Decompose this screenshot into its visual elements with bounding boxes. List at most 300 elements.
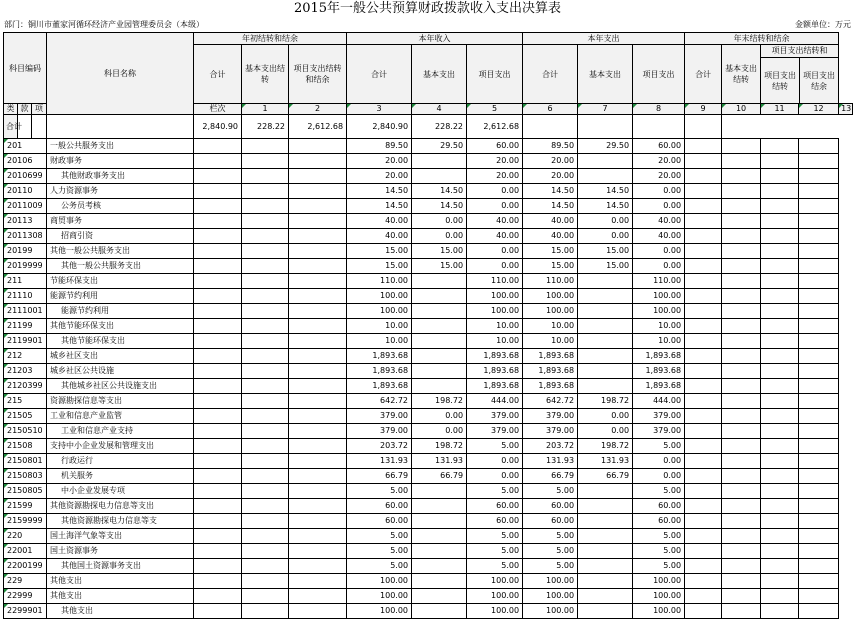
row-value-cell: 10.00 — [633, 334, 685, 349]
row-value-cell: 198.72 — [412, 439, 467, 454]
row-value-cell: 60.00 — [523, 514, 578, 529]
row-code — [4, 334, 47, 349]
row-value-cell: 100.00 — [467, 574, 523, 589]
row-value-cell: 203.72 — [347, 439, 412, 454]
row-value-cell — [685, 199, 722, 214]
row-value-cell: 15.00 — [412, 244, 467, 259]
row-value-cell — [761, 334, 799, 349]
row-value-cell — [242, 529, 289, 544]
row-value-cell — [685, 169, 722, 184]
row-value-cell: 60.00 — [467, 139, 523, 154]
row-value-cell — [761, 259, 799, 274]
cell-marker-icon — [839, 104, 843, 108]
table-row — [4, 289, 853, 304]
row-value-cell — [578, 154, 633, 169]
row-value-cell: 15.00 — [578, 259, 633, 274]
row-value-cell — [289, 289, 347, 304]
header-group-opening: 年初结转和结余 — [194, 33, 347, 45]
row-name: 招商引资 — [47, 229, 194, 244]
row-value-cell — [722, 184, 761, 199]
row-value-cell: 5.00 — [523, 484, 578, 499]
table-row — [4, 574, 853, 589]
row-value-cell — [412, 484, 467, 499]
cell-marker-icon — [799, 104, 803, 108]
row-value-cell — [722, 349, 761, 364]
row-value-cell: 5.00 — [633, 559, 685, 574]
row-value-cell — [685, 379, 722, 394]
row-value-cell — [799, 259, 839, 274]
row-value-cell: 20.00 — [523, 154, 578, 169]
row-value-cell: 14.50 — [412, 199, 467, 214]
row-code — [4, 499, 47, 514]
row-value-cell: 379.00 — [347, 424, 412, 439]
row-value-cell — [761, 319, 799, 334]
row-value-cell — [412, 334, 467, 349]
row-value-cell: 5.00 — [523, 544, 578, 559]
row-value-cell — [685, 559, 722, 574]
row-value-cell: 20.00 — [347, 154, 412, 169]
row-code-text: 20106 — [7, 156, 33, 165]
row-value-cell — [412, 499, 467, 514]
row-value-cell — [289, 274, 347, 289]
cell-marker-icon — [4, 379, 8, 383]
row-code-text: 20113 — [7, 216, 33, 225]
row-code-text: 2119901 — [7, 336, 43, 345]
row-name: 人力资源事务 — [47, 184, 194, 199]
row-value-cell — [194, 169, 242, 184]
row-value-cell: 0.00 — [633, 469, 685, 484]
row-value-cell — [578, 559, 633, 574]
row-value-cell — [761, 604, 799, 619]
row-value-cell — [722, 154, 761, 169]
table-row — [4, 484, 853, 499]
row-value-cell — [578, 274, 633, 289]
row-value-cell — [685, 319, 722, 334]
row-value-cell — [242, 604, 289, 619]
row-value-cell — [722, 244, 761, 259]
row-value-cell: 0.00 — [467, 244, 523, 259]
row-value-cell — [242, 229, 289, 244]
row-name: 其他财政事务支出 — [47, 169, 194, 184]
cell-marker-icon — [242, 104, 246, 108]
row-value-cell — [761, 559, 799, 574]
cell-marker-icon — [4, 469, 8, 473]
row-value-cell — [761, 364, 799, 379]
row-value-cell: 14.50 — [347, 184, 412, 199]
row-value-cell — [685, 274, 722, 289]
row-value-cell: 10.00 — [633, 319, 685, 334]
row-value-cell — [761, 469, 799, 484]
row-value-cell — [761, 154, 799, 169]
row-value-cell — [242, 244, 289, 259]
row-value-cell — [289, 229, 347, 244]
row-code — [4, 214, 47, 229]
row-value-cell — [412, 349, 467, 364]
row-value-cell — [289, 469, 347, 484]
total-cell: 228.22 — [242, 115, 289, 139]
row-code — [4, 154, 47, 169]
row-value-cell: 40.00 — [523, 229, 578, 244]
cell-marker-icon — [4, 169, 8, 173]
row-value-cell — [761, 424, 799, 439]
row-value-cell: 100.00 — [633, 604, 685, 619]
row-value-cell: 14.50 — [578, 199, 633, 214]
row-value-cell — [722, 574, 761, 589]
row-code-text: 2299901 — [7, 606, 43, 615]
row-value-cell — [289, 379, 347, 394]
row-value-cell: 100.00 — [633, 304, 685, 319]
row-value-cell — [412, 529, 467, 544]
row-value-cell — [761, 244, 799, 259]
header-col-4: 合计 — [347, 45, 412, 104]
row-value-cell — [578, 589, 633, 604]
row-value-cell — [799, 394, 839, 409]
row-value-cell — [242, 364, 289, 379]
row-value-cell — [578, 304, 633, 319]
row-value-cell: 1,893.68 — [633, 349, 685, 364]
row-name: 机关服务 — [47, 469, 194, 484]
row-code — [4, 544, 47, 559]
row-value-cell — [578, 604, 633, 619]
row-value-cell — [578, 169, 633, 184]
row-code-text: 20199 — [7, 246, 33, 255]
row-name: 其他资源勘探电力信息等支出 — [47, 499, 194, 514]
row-value-cell — [194, 454, 242, 469]
row-name: 其他一般公共服务支出 — [47, 259, 194, 274]
row-value-cell: 0.00 — [578, 424, 633, 439]
row-value-cell: 100.00 — [347, 289, 412, 304]
row-value-cell: 100.00 — [467, 604, 523, 619]
row-value-cell — [242, 409, 289, 424]
row-value-cell — [685, 184, 722, 199]
cell-marker-icon — [4, 589, 8, 593]
row-code — [4, 169, 47, 184]
row-value-cell — [242, 349, 289, 364]
row-value-cell — [685, 229, 722, 244]
row-value-cell — [289, 409, 347, 424]
cell-marker-icon — [4, 184, 8, 188]
row-value-cell — [722, 544, 761, 559]
row-value-cell — [194, 139, 242, 154]
row-value-cell — [242, 469, 289, 484]
row-value-cell: 5.00 — [633, 439, 685, 454]
row-value-cell — [722, 409, 761, 424]
row-code-text: 229 — [7, 576, 23, 585]
row-value-cell: 5.00 — [523, 529, 578, 544]
row-value-cell — [799, 364, 839, 379]
row-value-cell: 20.00 — [347, 169, 412, 184]
header-sub-xiang: 项 — [32, 104, 47, 115]
row-value-cell — [194, 349, 242, 364]
row-value-cell — [685, 154, 722, 169]
row-value-cell — [578, 499, 633, 514]
row-value-cell — [242, 154, 289, 169]
row-value-cell — [289, 139, 347, 154]
row-value-cell — [289, 184, 347, 199]
row-value-cell: 1,893.68 — [347, 379, 412, 394]
row-value-cell — [722, 304, 761, 319]
row-code-text: 21508 — [7, 441, 33, 450]
row-value-cell: 1,893.68 — [523, 379, 578, 394]
row-value-cell — [685, 469, 722, 484]
row-value-cell — [242, 574, 289, 589]
row-code-text: 22001 — [7, 546, 33, 555]
row-value-cell: 5.00 — [633, 544, 685, 559]
row-value-cell: 1,893.68 — [633, 379, 685, 394]
row-value-cell — [194, 394, 242, 409]
row-code-text: 201 — [7, 141, 23, 150]
cell-marker-icon — [4, 424, 8, 428]
row-value-cell — [412, 319, 467, 334]
row-value-cell: 100.00 — [467, 289, 523, 304]
header-col-11: 基本支出结转 — [722, 45, 761, 104]
table-row — [4, 349, 853, 364]
row-value-cell: 10.00 — [347, 334, 412, 349]
header-col-12: 项目支出结转 — [761, 58, 800, 103]
row-code-text: 2120399 — [7, 381, 43, 390]
row-value-cell — [685, 604, 722, 619]
row-value-cell — [242, 454, 289, 469]
row-value-cell — [685, 409, 722, 424]
row-value-cell — [761, 349, 799, 364]
row-code — [4, 529, 47, 544]
row-value-cell — [761, 499, 799, 514]
row-name: 支持中小企业发展和管理支出 — [47, 439, 194, 454]
row-value-cell: 100.00 — [523, 289, 578, 304]
row-value-cell: 5.00 — [467, 484, 523, 499]
row-value-cell: 110.00 — [523, 274, 578, 289]
total-cell: 228.22 — [412, 115, 467, 139]
row-value-cell — [194, 364, 242, 379]
row-code — [4, 424, 47, 439]
row-value-cell: 0.00 — [412, 424, 467, 439]
row-value-cell: 110.00 — [467, 274, 523, 289]
row-value-cell — [722, 454, 761, 469]
total-cell — [18, 115, 32, 139]
row-value-cell — [242, 514, 289, 529]
row-value-cell — [722, 394, 761, 409]
row-value-cell — [194, 244, 242, 259]
row-code — [4, 349, 47, 364]
row-value-cell — [289, 259, 347, 274]
cell-marker-icon — [4, 274, 8, 278]
table-row — [4, 379, 853, 394]
row-value-cell: 60.00 — [633, 514, 685, 529]
header-col-3: 项目支出结转和结余 — [289, 45, 347, 104]
row-value-cell — [799, 184, 839, 199]
row-name: 其他资源勘探电力信息等支 — [47, 514, 194, 529]
header-sub-kuan: 款 — [18, 104, 32, 115]
row-value-cell: 1,893.68 — [633, 364, 685, 379]
row-code-text: 20110 — [7, 186, 33, 195]
header-col-2: 基本支出结转 — [242, 45, 289, 104]
header-group-income: 本年收入 — [347, 33, 523, 45]
row-value-cell: 14.50 — [578, 184, 633, 199]
row-value-cell: 100.00 — [523, 574, 578, 589]
row-value-cell — [194, 334, 242, 349]
row-code — [4, 289, 47, 304]
row-value-cell — [685, 514, 722, 529]
row-value-cell: 5.00 — [467, 529, 523, 544]
row-value-cell — [722, 259, 761, 274]
row-value-cell — [722, 589, 761, 604]
table-row — [4, 364, 853, 379]
row-value-cell: 60.00 — [347, 514, 412, 529]
row-value-cell — [412, 604, 467, 619]
row-value-cell — [194, 229, 242, 244]
row-value-cell — [722, 289, 761, 304]
row-value-cell — [761, 409, 799, 424]
row-value-cell — [722, 319, 761, 334]
row-value-cell — [761, 199, 799, 214]
row-value-cell — [412, 574, 467, 589]
row-value-cell: 20.00 — [467, 154, 523, 169]
row-value-cell — [242, 169, 289, 184]
row-value-cell — [242, 139, 289, 154]
row-code-text: 21110 — [7, 291, 33, 300]
row-value-cell — [194, 544, 242, 559]
row-value-cell: 0.00 — [467, 259, 523, 274]
header-code: 科目编码 — [4, 33, 47, 104]
row-value-cell — [194, 304, 242, 319]
row-value-cell — [242, 484, 289, 499]
table-row — [4, 139, 853, 154]
row-value-cell: 100.00 — [347, 304, 412, 319]
row-code-text: 2111001 — [7, 306, 43, 315]
row-value-cell: 29.50 — [578, 139, 633, 154]
row-value-cell — [685, 259, 722, 274]
row-code — [4, 394, 47, 409]
row-value-cell: 100.00 — [523, 304, 578, 319]
row-code-text: 2019999 — [7, 261, 43, 270]
cell-marker-icon — [4, 514, 8, 518]
row-value-cell: 10.00 — [523, 319, 578, 334]
row-value-cell — [761, 304, 799, 319]
row-code-text: 2150510 — [7, 426, 43, 435]
column-number: 7 — [578, 104, 633, 115]
row-value-cell — [761, 379, 799, 394]
cell-marker-icon — [761, 104, 765, 108]
row-value-cell: 100.00 — [467, 589, 523, 604]
row-code-text: 2150803 — [7, 471, 43, 480]
row-value-cell — [578, 529, 633, 544]
row-value-cell — [685, 304, 722, 319]
row-value-cell — [242, 319, 289, 334]
row-value-cell — [722, 274, 761, 289]
row-value-cell: 40.00 — [523, 214, 578, 229]
header-end-project-group — [761, 45, 839, 104]
row-value-cell — [722, 484, 761, 499]
row-value-cell — [578, 484, 633, 499]
row-value-cell: 444.00 — [467, 394, 523, 409]
row-value-cell — [722, 424, 761, 439]
row-value-cell: 110.00 — [347, 274, 412, 289]
row-value-cell — [799, 514, 839, 529]
row-value-cell — [799, 529, 839, 544]
row-value-cell — [685, 454, 722, 469]
cell-marker-icon — [4, 364, 8, 368]
row-value-cell — [194, 214, 242, 229]
row-code — [4, 139, 47, 154]
row-code — [4, 229, 47, 244]
row-value-cell — [578, 514, 633, 529]
row-value-cell — [289, 574, 347, 589]
row-value-cell: 642.72 — [523, 394, 578, 409]
row-value-cell — [289, 544, 347, 559]
cell-marker-icon — [4, 394, 8, 398]
row-value-cell — [242, 304, 289, 319]
row-value-cell: 40.00 — [467, 214, 523, 229]
row-value-cell — [722, 139, 761, 154]
header-group-closing: 年末结转和结余 — [685, 33, 839, 45]
row-code — [4, 514, 47, 529]
cell-marker-icon — [4, 199, 8, 203]
row-value-cell — [722, 214, 761, 229]
row-code-text: 2200199 — [7, 561, 43, 570]
row-value-cell — [194, 574, 242, 589]
row-name: 其他支出 — [47, 589, 194, 604]
row-value-cell: 5.00 — [523, 559, 578, 574]
row-value-cell — [578, 379, 633, 394]
row-value-cell: 40.00 — [467, 229, 523, 244]
row-value-cell — [761, 394, 799, 409]
row-value-cell — [685, 289, 722, 304]
cell-marker-icon — [4, 229, 8, 233]
column-number: 5 — [467, 104, 523, 115]
table-row — [4, 214, 853, 229]
row-value-cell: 0.00 — [412, 409, 467, 424]
table-row — [4, 454, 853, 469]
row-value-cell — [289, 334, 347, 349]
row-value-cell — [722, 529, 761, 544]
row-value-cell: 60.00 — [467, 499, 523, 514]
row-value-cell — [799, 214, 839, 229]
row-value-cell — [722, 229, 761, 244]
row-value-cell — [289, 589, 347, 604]
row-code — [4, 574, 47, 589]
row-value-cell — [722, 199, 761, 214]
row-value-cell — [242, 379, 289, 394]
column-number: 8 — [633, 104, 685, 115]
column-number: 2 — [289, 104, 347, 115]
row-value-cell: 1,893.68 — [467, 379, 523, 394]
table-row — [4, 559, 853, 574]
table-row — [4, 394, 853, 409]
row-code — [4, 454, 47, 469]
cell-marker-icon — [4, 259, 8, 263]
row-code-text: 212 — [7, 351, 23, 360]
row-value-cell — [194, 559, 242, 574]
row-value-cell — [799, 469, 839, 484]
department-label: 部门：铜川市董家河循环经济产业园管理委员会（本级） — [4, 20, 204, 29]
row-value-cell — [194, 184, 242, 199]
cell-marker-icon — [4, 214, 8, 218]
row-value-cell: 100.00 — [523, 604, 578, 619]
cell-marker-icon — [578, 104, 582, 108]
row-value-cell — [799, 154, 839, 169]
table-row — [4, 259, 853, 274]
row-value-cell: 60.00 — [347, 499, 412, 514]
cell-marker-icon — [4, 304, 8, 308]
row-value-cell: 131.93 — [347, 454, 412, 469]
cell-marker-icon — [4, 334, 8, 338]
row-code — [4, 244, 47, 259]
row-value-cell: 0.00 — [633, 199, 685, 214]
row-value-cell: 20.00 — [467, 169, 523, 184]
row-value-cell — [685, 334, 722, 349]
table-row — [4, 304, 853, 319]
row-code — [4, 199, 47, 214]
